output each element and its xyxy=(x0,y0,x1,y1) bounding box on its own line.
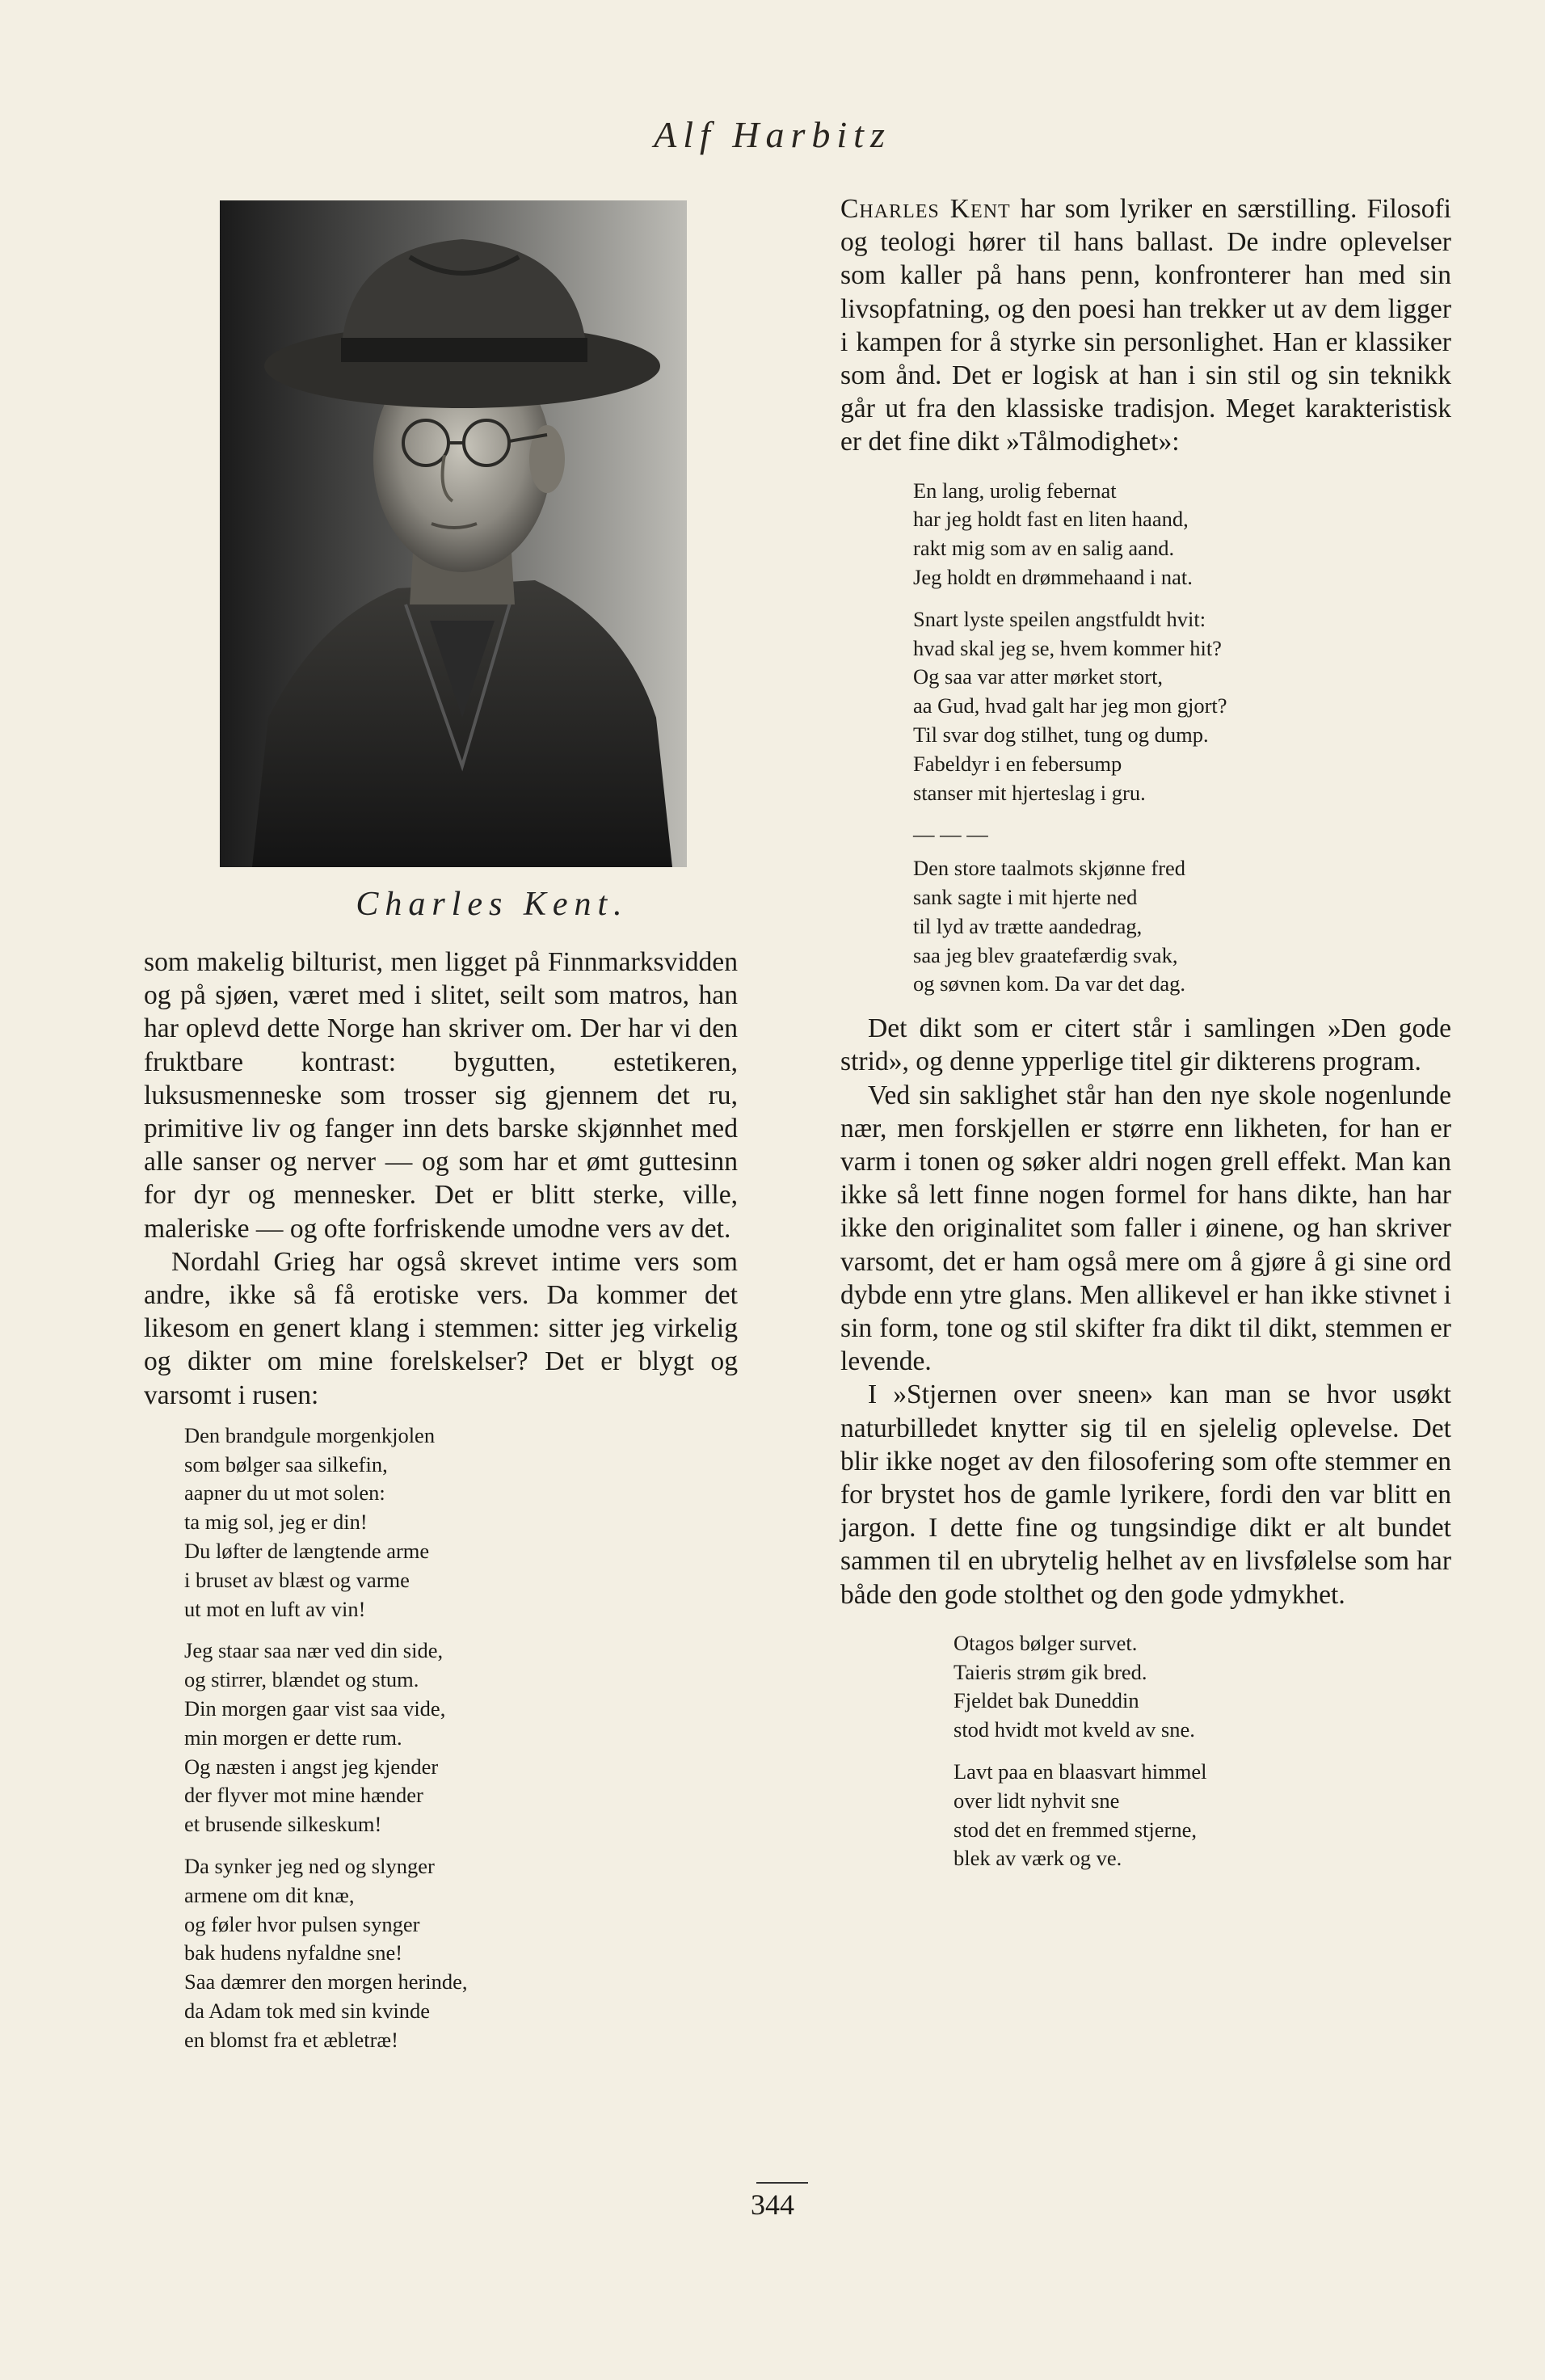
right-poem-1-stanza-1: En lang, urolig febernat har jeg holdt fast en liten haand, rakt mig som av en salig aand. Jeg holdt en drømmehaand i nat. xyxy=(913,478,1193,590)
left-column xyxy=(144,946,738,2068)
right-poem-2 xyxy=(840,1629,1451,1873)
left-poem-stanza-2: Jeg staar saa nær ved din side, og stirrer, blændet og stum. Din morgen gaar vist saa vide, min morgen er dette rum. Og næsten i angst jeg kjender der flyver mot mine hænder et brusende silkeskum! xyxy=(184,1638,446,1837)
author-name-lead: Charles Kent xyxy=(840,194,1011,224)
portrait-image xyxy=(220,200,687,867)
right-poem-1-divider: — — — xyxy=(913,822,988,847)
right-poem-1 xyxy=(840,477,1451,1000)
author-portrait xyxy=(220,200,687,867)
left-poem-stanza-1: Den brandgule morgenkjolen som bølger saa silkefin, aapner du ut mot solen: ta mig sol, jeg er din! Du løfter de længtende arme i bruset av blæst og varme ut mot en luft av vin! xyxy=(184,1422,436,1621)
left-poem-stanza-3: Da synker jeg ned og slynger armene om dit knæ, og føler hvor pulsen synger bak hudens nyfaldne sne! Saa dæmrer den morgen herinde, da Adam tok med sin kvinde en blomst fra et æbletræ! xyxy=(184,1854,468,2052)
right-paragraph-4: I »Stjernen over sneen» kan man se hvor usøkt naturbilledet knytter sig til en sjelelig oplevelse. Det blir ikke noget av den filosofering som ofte stemmer en for brystet hos de gamle lyrikere, fordi den var blitt en jargon. I dette fine og tungsindige dikt er alt bundet sammen til en ubrytelig helhet av en livsfølelse som har både den gode stolthet og den gode ydmykhet. xyxy=(840,1380,1451,1610)
running-head: Alf Harbitz xyxy=(654,114,891,155)
left-paragraph-2: Nordahl Grieg har også skrevet intime vers som andre, ikke så få erotiske vers. Da kommer det likesom en genert klang i stemmen: sitter jeg virkelig og dikter om mine forelskelser? Det er blygt og varsomt i rusen: xyxy=(144,1246,738,1410)
right-paragraph-1-text: har som lyriker en særstilling. Filosofi og teologi hører til hans ballast. De indre oplevelser som kaller på hans penn, konfronterer han med sin livsopfatning, og den poesi han trekker ut av dem ligger i kampen for å styrke sin personlighet. Han er klassiker som ånd. Det er logisk at han i sin stil og sin teknikk går ut fra den klassiske tradisjon. Meget karakteristisk er det fine dikt »Tålmodighet»: xyxy=(840,194,1451,457)
portrait-caption: Charles Kent. xyxy=(356,886,629,923)
page-number: 344 xyxy=(751,2188,794,2221)
right-paragraph-1 xyxy=(840,192,1451,459)
right-column xyxy=(840,192,1451,1886)
left-paragraph-1: som makelig bilturist, men ligget på Finnmarksvidden og på sjøen, været med i slitet, seilt som matros, han har oplevd dette Norge han skriver om. Der har vi den fruktbare kontrast: bygutten, estetikeren, luksusmenneske som trosser sig gjennem det ru, primitive liv og fanger inn dets barske skjønnhet med alle sanser og nerver — og som har et ømt guttesinn for dyr og mennesker. Det er blitt sterke, ville, maleriske — og ofte forfriskende umodne vers av det. xyxy=(144,947,738,1244)
right-poem-2-stanza-1: Otagos bølger survet. Taieris strøm gik bred. Fjeldet bak Duneddin stod hvidt mot kveld av sne. xyxy=(954,1630,1195,1742)
right-paragraph-2: Det dikt som er citert står i samlingen »Den gode strid», og denne ypperlige titel gir dikterens program. xyxy=(840,1013,1451,1077)
right-poem-1-stanza-3: Den store taalmots skjønne fred sank sagte i mit hjerte ned til lyd av trætte aandedrag, saa jeg blev graatefærdig svak, og søvnen kom. Da var det dag. xyxy=(913,856,1186,996)
right-poem-1-stanza-2: Snart lyste speilen angstfuldt hvit: hvad skal jeg se, hvem kommer hit? Og saa var atter mørket stort, aa Gud, hvad galt har jeg mon gjort? Til svar dog stilhet, tung og dump. Fabeldyr i en febersump stanser mit hjerteslag i gru. xyxy=(913,606,1227,805)
right-poem-2-stanza-2: Lavt paa en blaasvart himmel over lidt nyhvit sne stod det en fremmed stjerne, blek av værk og ve. xyxy=(954,1759,1207,1871)
page-number-rule xyxy=(756,2182,808,2184)
right-paragraph-3: Ved sin saklighet står han den nye skole nogenlunde nær, men forskjellen er større enn likheten, for han er varm i tonen og søker aldri nogen grell effekt. Man kan ikke så lett finne nogen formel for hans dikte, han har ikke den originalitet som faller i øinene, og han skriver varsomt, det er ham også mere om å gjøre å gi sine ord dybde enn ytre glans. Men allikevel er han ikke stivnet i sin form, tone og stil skifter fra dikt til dikt, stemmen er levende. xyxy=(840,1080,1451,1377)
left-poem xyxy=(144,1422,738,2055)
